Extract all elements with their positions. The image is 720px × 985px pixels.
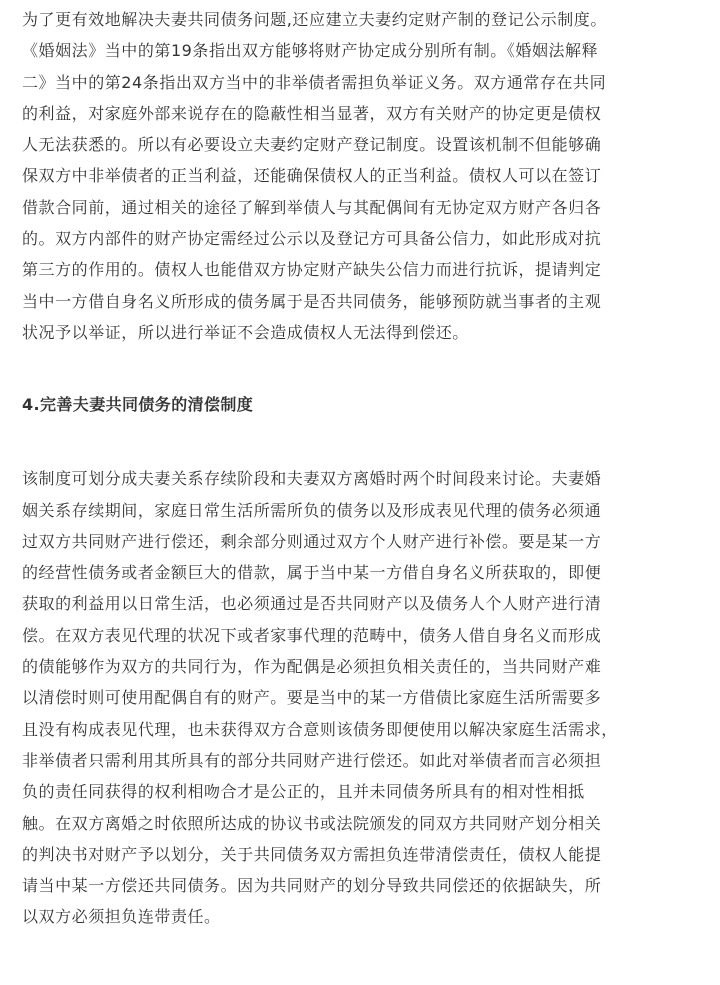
article-body <box>22 0 702 933</box>
text-line: 《婚姻法》当中的第19条指出双方能够将财产协定成分别所有制。《婚姻法解释 <box>22 41 599 61</box>
text-line: 过双方共同财产进行偿还，剩余部分则通过双方个人财产进行补偿。要是某一方 <box>22 531 602 551</box>
text-line: 姻关系存续期间，家庭日常生活所需所负的债务以及形成表见代理的债务必须通 <box>22 500 602 520</box>
text-line: 的经营性债务或者金额巨大的借款，属于当中某一方借自身名义所获取的，即便 <box>22 563 602 583</box>
text-line: 的债能够作为双方的共同行为，作为配偶是必须担负相关责任的，当共同财产难 <box>22 657 602 677</box>
text-line: 获取的利益用以日常生活，也必须通过是否共同财产以及债务人个人财产进行清 <box>22 594 602 614</box>
text-line: 以双方必须担负连带责任。 <box>22 907 221 927</box>
text-line: 的。双方内部件的财产协定需经过公示以及登记方可具备公信力，如此形成对抗 <box>22 229 602 249</box>
text-line: 的判决书对财产予以划分，关于共同债务双方需担负连带清偿责任，债权人能提 <box>22 844 602 864</box>
text-line: 借款合同前，通过相关的途径了解到举债人与其配偶间有无协定双方财产各归各 <box>22 197 602 217</box>
text-line: 二》当中的第24条指出双方当中的非举债者需担负举证义务。双方通常存在共同 <box>22 72 607 92</box>
text-line: 负的责任同获得的权利相吻合才是公正的，且并未同债务所具有的相对性相抵 <box>22 782 585 802</box>
text-line: 非举债者只需利用其所具有的部分共同财产进行偿还。如此对举债者而言必须担 <box>22 750 602 770</box>
text-line: 以清偿时则可使用配偶自有的财产。要是当中的某一方借债比家庭生活所需要多 <box>22 688 602 708</box>
text-line: 偿。在双方表见代理的状况下或者家事代理的范畴中，债务人借自身名义而形成 <box>22 625 602 645</box>
text-line: 且没有构成表见代理，也未获得双方合意则该债务即便使用以解决家庭生活需求， <box>22 719 618 739</box>
text-line: 请当中某一方偿还共同债务。因为共同财产的划分导致共同偿还的依据缺失，所 <box>22 876 602 896</box>
text-line: 该制度可划分成夫妻关系存续阶段和夫妻双方离婚时两个时间段来讨论。夫妻婚 <box>22 469 602 489</box>
paragraph-repayment-system <box>22 463 702 932</box>
text-line: 保双方中非举债者的正当利益，还能确保债权人的正当利益。债权人可以在签订 <box>22 166 602 186</box>
text-line: 的利益，对家庭外部来说存在的隐蔽性相当显著，双方有关财产的协定更是债权 <box>22 103 602 123</box>
text-line: 人无法获悉的。所以有必要设立夫妻约定财产登记制度。设置该机制不但能够确 <box>22 135 602 155</box>
section-heading: 4.完善夫妻共同债务的清偿制度 <box>22 395 254 415</box>
paragraph-registration-system <box>22 0 702 348</box>
text-line: 触。在双方离婚之时依照所达成的协议书或法院颁发的同双方共同财产划分相关 <box>22 813 602 833</box>
text-line: 为了更有效地解决夫妻共同债务问题,还应建立夫妻约定财产制的登记公示制度。 <box>22 10 607 29</box>
text-line: 状况予以举证，所以进行举证不会造成债权人无法得到偿还。 <box>22 322 469 342</box>
text-line: 第三方的作用的。债权人也能借双方协定财产缺失公信力而进行抗诉，提请判定 <box>22 260 602 280</box>
text-line: 当中一方借自身名义所形成的债务属于是否共同债务，能够预防就当事者的主观 <box>22 291 602 311</box>
